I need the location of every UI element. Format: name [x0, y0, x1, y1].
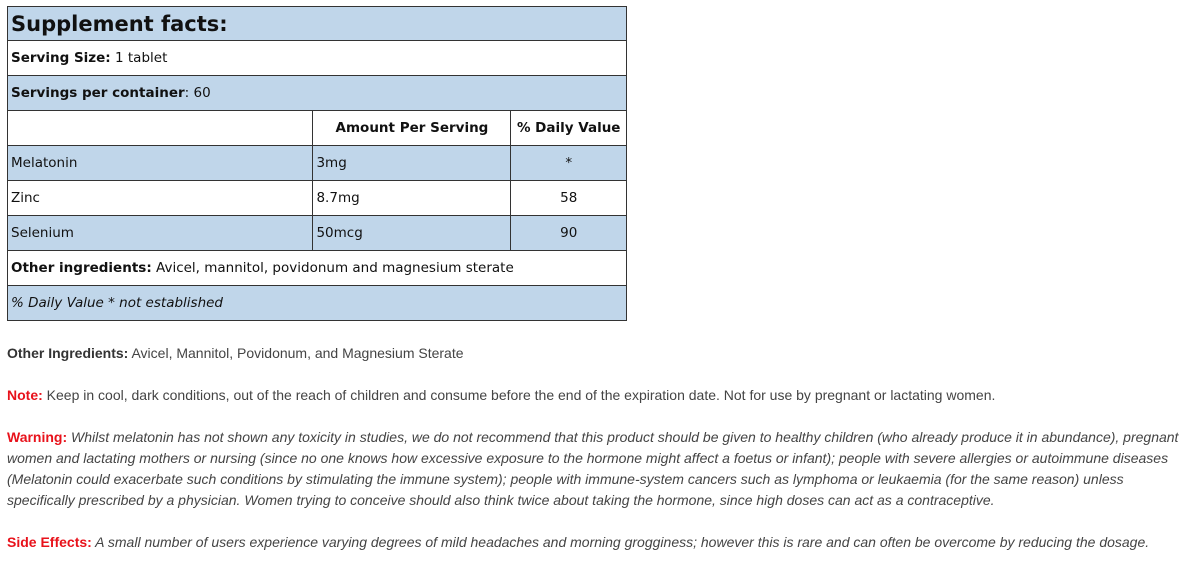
nutrient-amount: 8.7mg: [313, 181, 511, 216]
other-ingredients-heading: Other Ingredients:: [7, 345, 129, 361]
note-label: Note:: [7, 387, 43, 403]
column-header-amount: Amount Per Serving: [313, 111, 511, 146]
warning-label: Warning:: [7, 429, 68, 445]
serving-size-row: [8, 41, 627, 76]
servings-label: Servings per container: [11, 85, 185, 101]
nutrient-name: Zinc: [8, 181, 313, 216]
other-ingredients-value: Avicel, mannitol, povidonum and magnesium sterate: [151, 260, 514, 276]
table-row: [8, 216, 627, 251]
warning-paragraph: [7, 427, 1187, 511]
other-ingredients-label: Other ingredients:: [11, 260, 152, 276]
nutrient-name: Melatonin: [8, 146, 313, 181]
supplement-facts-table: [7, 6, 627, 321]
servings-value: : 60: [184, 85, 211, 101]
note-paragraph: [7, 385, 1187, 406]
servings-per-container-row: [8, 76, 627, 111]
note-text: Keep in cool, dark conditions, out of the reach of children and consume before the end of the expiration date. Not for use by pregnant or lactating women.: [42, 387, 996, 403]
column-header-empty: [8, 111, 313, 146]
table-row: [8, 146, 627, 181]
table-row: [8, 181, 627, 216]
side-effects-paragraph: [7, 532, 1187, 553]
column-header-row: [8, 111, 627, 146]
nutrient-amount: 50mcg: [313, 216, 511, 251]
serving-size-value: 1 tablet: [110, 50, 168, 66]
nutrient-daily-value: 90: [511, 216, 627, 251]
facts-title: Supplement facts:: [8, 7, 627, 41]
column-header-daily-value: % Daily Value: [511, 111, 627, 146]
other-ingredients-text: Avicel, Mannitol, Povidonum, and Magnesium Sterate: [128, 345, 464, 361]
side-effects-text: A small number of users experience varying degrees of mild headaches and morning grogginess; however this is rare and can often be overcome by reducing the dosage.: [91, 534, 1150, 550]
nutrient-daily-value: 58: [511, 181, 627, 216]
serving-size-label: Serving Size:: [11, 50, 111, 66]
facts-title-row: [8, 7, 627, 41]
nutrient-daily-value: *: [511, 146, 627, 181]
side-effects-label: Side Effects:: [7, 534, 92, 550]
daily-value-footnote: % Daily Value * not established: [8, 286, 627, 321]
warning-text: Whilst melatonin has not shown any toxicity in studies, we do not recommend that this product should be given to healthy children (who already produce it in abundance), pregnant women and lactating mothers or nursing (since no one knows how excessive exposure to the hormone might affect a foetus or infant); people with severe allergies or autoimmune diseases (Melatonin could exacerbate such conditions by stimulating the immune system); people with immune-system cancers such as lymphoma or leukaemia (for the same reason) unless specifically prescribed by a physician. Women trying to conceive should also think twice about taking the hormone, since high doses can act as a contraceptive.: [7, 429, 1179, 508]
footnote-row: [8, 286, 627, 321]
nutrient-name: Selenium: [8, 216, 313, 251]
other-ingredients-row: [8, 251, 627, 286]
other-ingredients-paragraph: [7, 343, 1187, 364]
nutrient-amount: 3mg: [313, 146, 511, 181]
